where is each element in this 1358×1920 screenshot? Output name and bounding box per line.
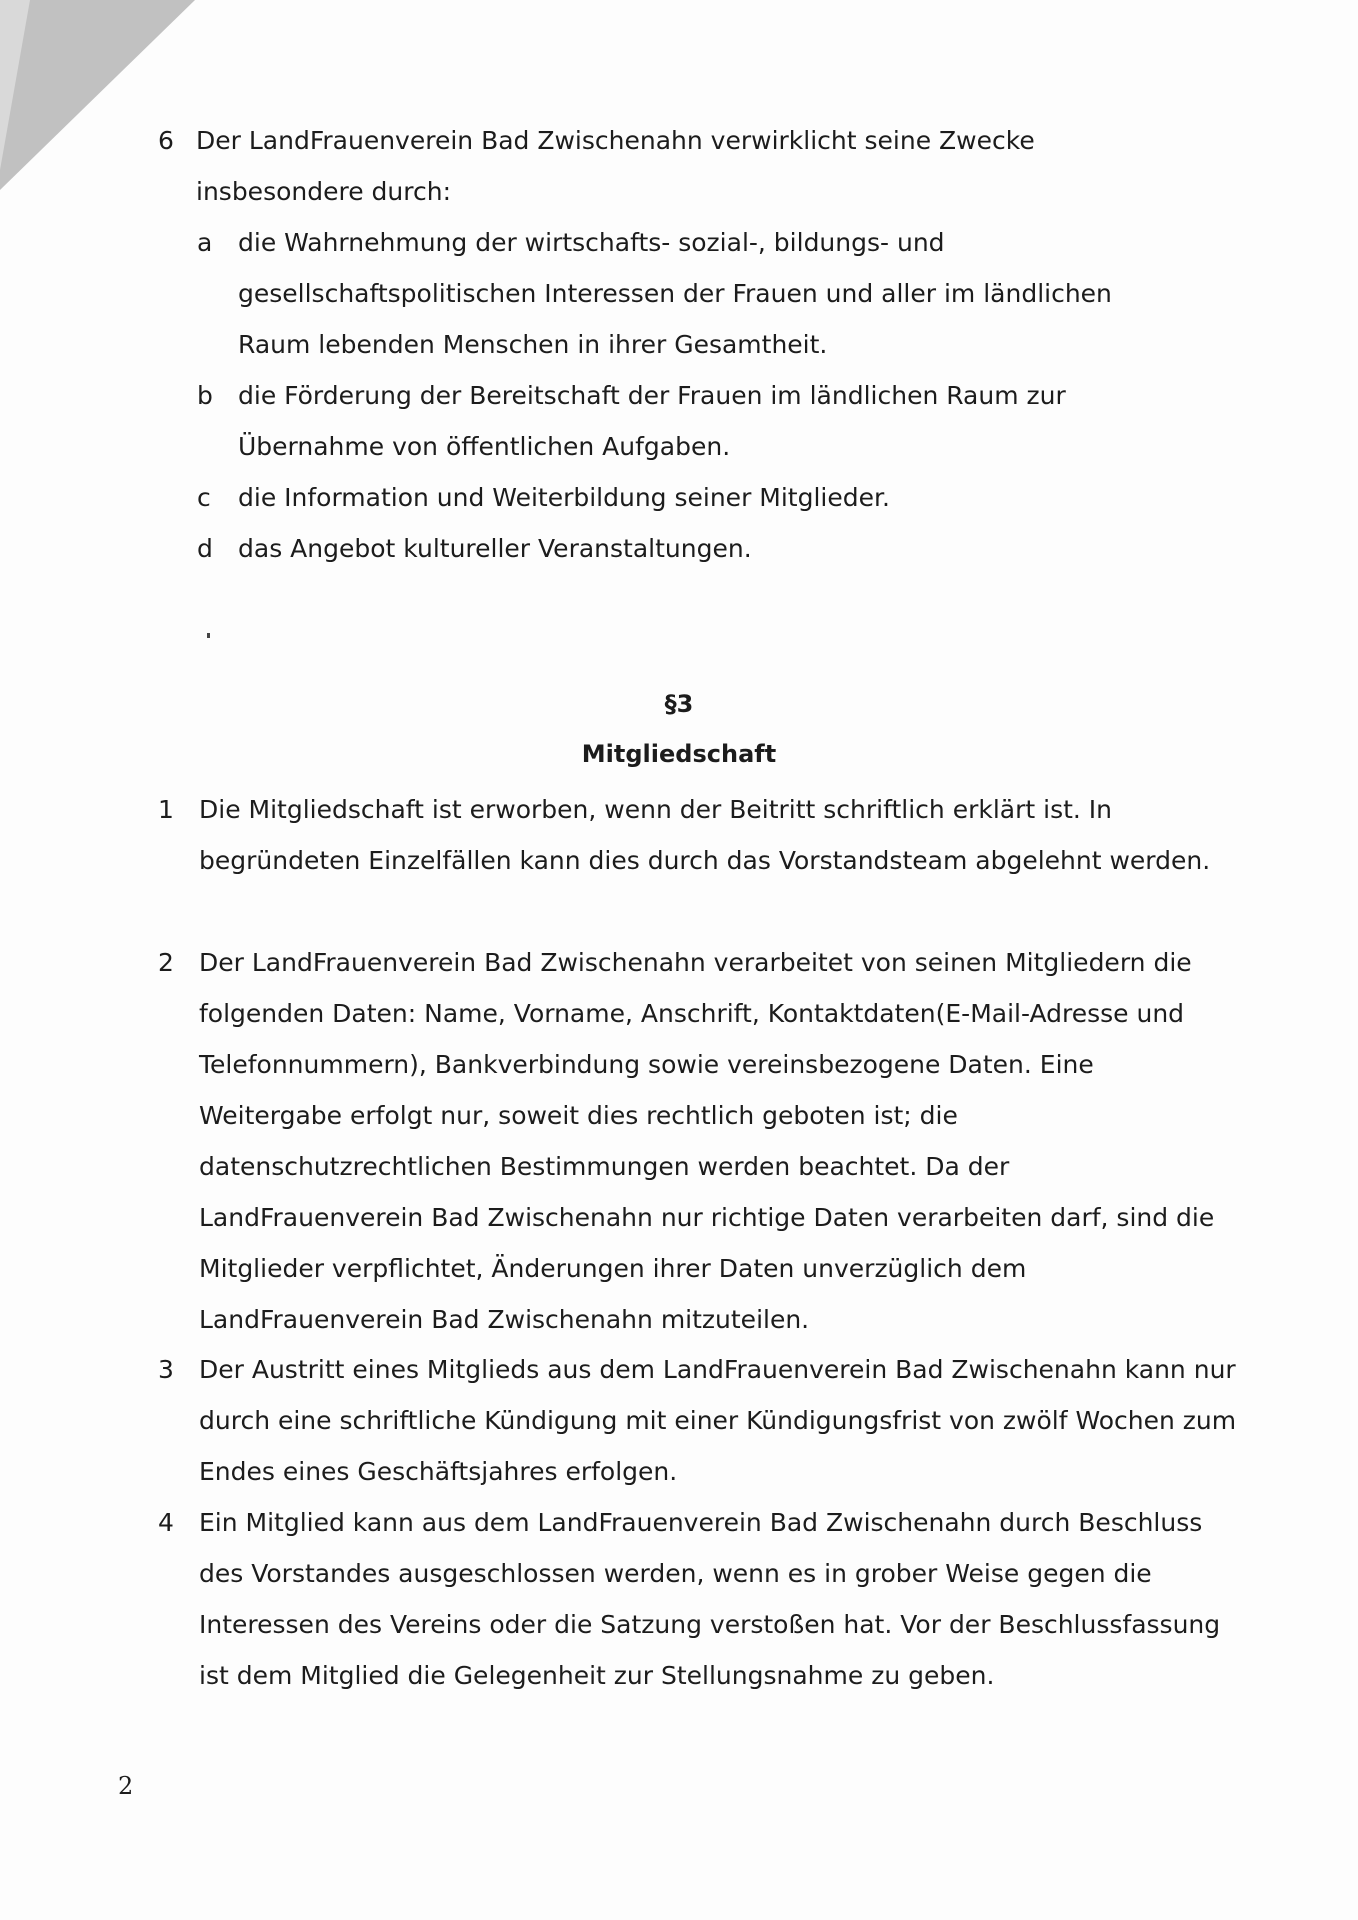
section-paragraph-2 [158,937,1238,1345]
paragraph-number: 1 [158,795,174,824]
paragraph-number: 2 [158,948,174,977]
item-text: die Wahrnehmung der wirtschafts- sozial-, bildungs- und gesellschaftspolitischen Interessen der Frauen und aller im ländlichen Raum lebenden Menschen in ihrer Gesamtheit. [238,228,1112,359]
section-paragraph-3 [158,1344,1238,1497]
section-title: Mitgliedschaft [581,740,777,768]
paragraph-number: 4 [158,1508,174,1537]
item-label: b [197,381,213,410]
item-label: d [197,534,213,563]
purpose-item-a [197,217,1177,370]
item-label: a [197,228,213,257]
section-number: §3 [664,690,694,718]
paragraph-number: 6 [158,126,174,155]
section-paragraph-1 [158,784,1238,886]
page-number: 2 [118,1772,134,1800]
paragraph-text: Der LandFrauenverein Bad Zwischenahn verarbeitet von seinen Mitgliedern die folgenden Daten: Name, Vorname, Anschrift, Kontaktdaten(E-Mail-Adresse und Telefonnummern), Bankverbindung sowie vereinsbezogene Daten. Eine Weitergabe erfolgt nur, soweit dies rechtlich geboten ist; die datenschutzrechtlichen Bestimmungen werden beachtet. Da der LandFrauenverein Bad Zwischenahn nur richtige Daten verarbeiten darf, sind die Mitglieder verpflichtet, Änderungen ihrer Daten unverzüglich dem LandFrauenverein Bad Zwischenahn mitzuteilen. [199,948,1215,1334]
purpose-paragraph [158,115,1138,217]
purpose-item-b [197,370,1177,472]
folded-corner [0,0,30,170]
paragraph-text: Der LandFrauenverein Bad Zwischenahn verwirklicht seine Zwecke insbesondere durch: [196,126,1035,206]
item-text: das Angebot kultureller Veranstaltungen. [238,534,752,563]
paragraph-text: Ein Mitglied kann aus dem LandFrauenverein Bad Zwischenahn durch Beschluss des Vorstandes ausgeschlossen werden, wenn es in grober Weise gegen die Interessen des Vereins oder die Satzung verstoßen hat. Vor der Beschlussfassung ist dem Mitglied die Gelegenheit zur Stellungsnahme zu geben. [199,1508,1221,1690]
paragraph-text: Der Austritt eines Mitglieds aus dem LandFrauenverein Bad Zwischenahn kann nur durch eine schriftliche Kündigung mit einer Kündigungsfrist von zwölf Wochen zum Endes eines Geschäftsjahres erfolgen. [199,1355,1237,1486]
section-paragraph-4 [158,1497,1238,1701]
paragraph-text: Die Mitgliedschaft ist erworben, wenn der Beitritt schriftlich erklärt ist. In begründeten Einzelfällen kann dies durch das Vorstandsteam abgelehnt werden. [199,795,1211,875]
purpose-item-c [197,472,1177,523]
scan-speck [207,633,210,638]
purpose-item-d [197,523,1177,574]
item-text: die Förderung der Bereitschaft der Frauen im ländlichen Raum zur Übernahme von öffentlichen Aufgaben. [238,381,1066,461]
item-text: die Information und Weiterbildung seiner Mitglieder. [238,483,890,512]
paragraph-number: 3 [158,1355,174,1384]
item-label: c [197,483,211,512]
